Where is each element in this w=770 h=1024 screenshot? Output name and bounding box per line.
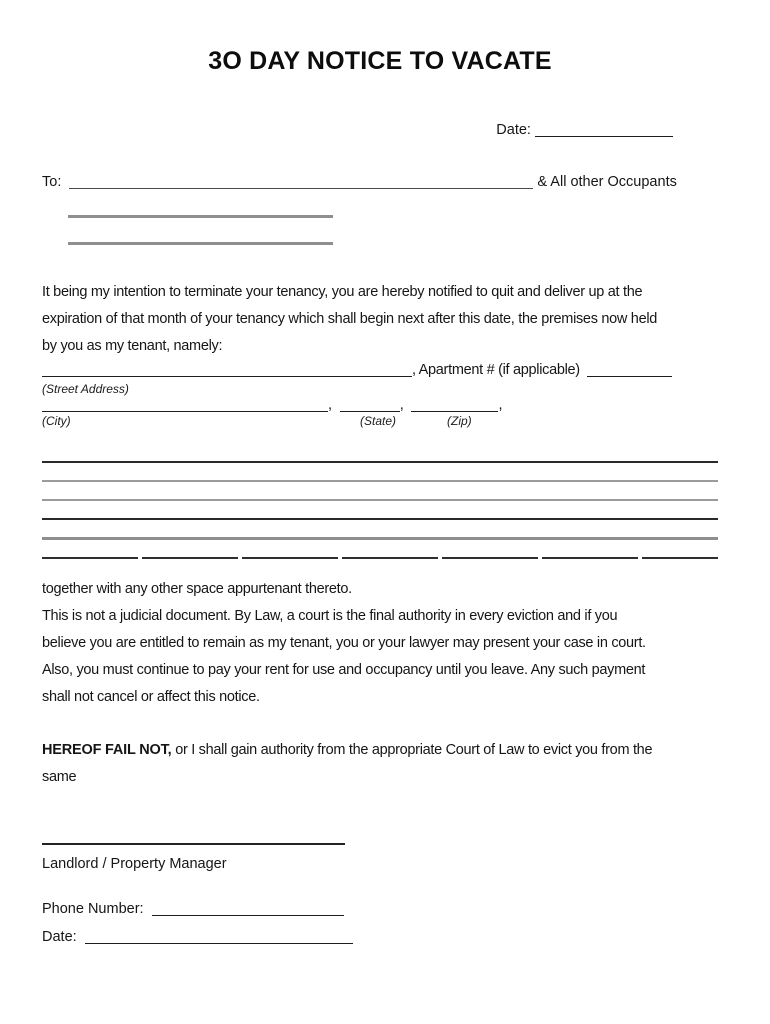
paragraph-line: together with any other space appurtenant thereto. — [42, 581, 352, 597]
phone-label: Phone Number: — [42, 901, 144, 917]
paragraph-line: It being my intention to terminate your tenancy, you are hereby notified to quit and deliver up at the — [42, 284, 643, 300]
paragraph-line: Also, you must continue to pay your rent for use and occupancy until you leave. Any such payment — [42, 662, 646, 678]
date-label: Date: — [496, 122, 531, 138]
city-state-zip-caption-row — [42, 414, 718, 430]
bottom-date-label: Date: — [42, 929, 77, 945]
phone-fill-line[interactable] — [152, 915, 344, 916]
city-state-zip-row — [42, 396, 718, 414]
street-address-row — [42, 360, 718, 380]
state-caption: (State) — [360, 414, 397, 428]
hereof-bold-label: HEREOF FAIL NOT, — [42, 742, 172, 758]
writing-line-4[interactable] — [42, 518, 718, 520]
apartment-label: , Apartment # (if applicable) — [412, 362, 580, 378]
street-address-caption: (Street Address) — [42, 382, 129, 396]
bottom-date-fill-line[interactable] — [85, 943, 353, 944]
occupants-suffix: & All other Occupants — [537, 174, 677, 190]
signature-caption: Landlord / Property Manager — [42, 856, 227, 872]
to-label: To: — [42, 174, 62, 190]
writing-line-5[interactable] — [42, 537, 718, 540]
date-fill-line[interactable] — [535, 136, 673, 137]
street-address-fill-line[interactable] — [42, 376, 412, 377]
paragraph-line: believe you are entitled to remain as my tenant, you or your lawyer may present your case in court. — [42, 635, 646, 651]
date-row — [42, 118, 718, 142]
intro-paragraph — [42, 279, 718, 360]
state-fill-line[interactable] — [340, 411, 400, 412]
paragraph-line: shall not cancel or affect this notice. — [42, 689, 260, 705]
hereof-text: or I shall gain authority from the appropriate Court of Law to evict you from the — [171, 742, 653, 758]
document-title: 3O DAY NOTICE TO VACATE — [208, 47, 552, 75]
addressee-fill-line-3[interactable] — [68, 242, 333, 245]
city-fill-line[interactable] — [42, 411, 328, 412]
paragraph-line: This is not a judicial document. By Law, a court is the final authority in every eviction and if you — [42, 608, 618, 624]
paragraph-line: by you as my tenant, namely: — [42, 338, 223, 354]
apartment-fill-line[interactable] — [587, 376, 672, 377]
writing-line-2[interactable] — [42, 480, 718, 482]
premises-description-writing-lines — [42, 461, 718, 559]
signature-fill-line[interactable] — [42, 843, 345, 845]
to-fill-line[interactable] — [69, 188, 533, 189]
zip-fill-line[interactable] — [411, 411, 498, 412]
bottom-date-row — [42, 925, 718, 949]
paragraph-line: expiration of that month of your tenancy which shall begin next after this date, the premises now held — [42, 311, 658, 327]
comma: , — [498, 397, 503, 413]
paragraph-line: same — [42, 769, 77, 785]
writing-line-1[interactable] — [42, 461, 718, 463]
legal-paragraph — [42, 576, 718, 711]
writing-line-6[interactable] — [42, 557, 718, 559]
zip-caption: (Zip) — [447, 414, 472, 428]
street-address-caption-row — [42, 382, 718, 396]
comma: , — [328, 397, 332, 413]
addressee-fill-line-2[interactable] — [68, 215, 333, 218]
comma: , — [399, 397, 404, 413]
city-caption: (City) — [42, 414, 71, 428]
writing-line-3[interactable] — [42, 499, 718, 501]
to-row — [42, 170, 718, 194]
hereof-paragraph — [42, 737, 718, 791]
phone-row — [42, 897, 718, 921]
paragraph-line — [42, 737, 718, 764]
